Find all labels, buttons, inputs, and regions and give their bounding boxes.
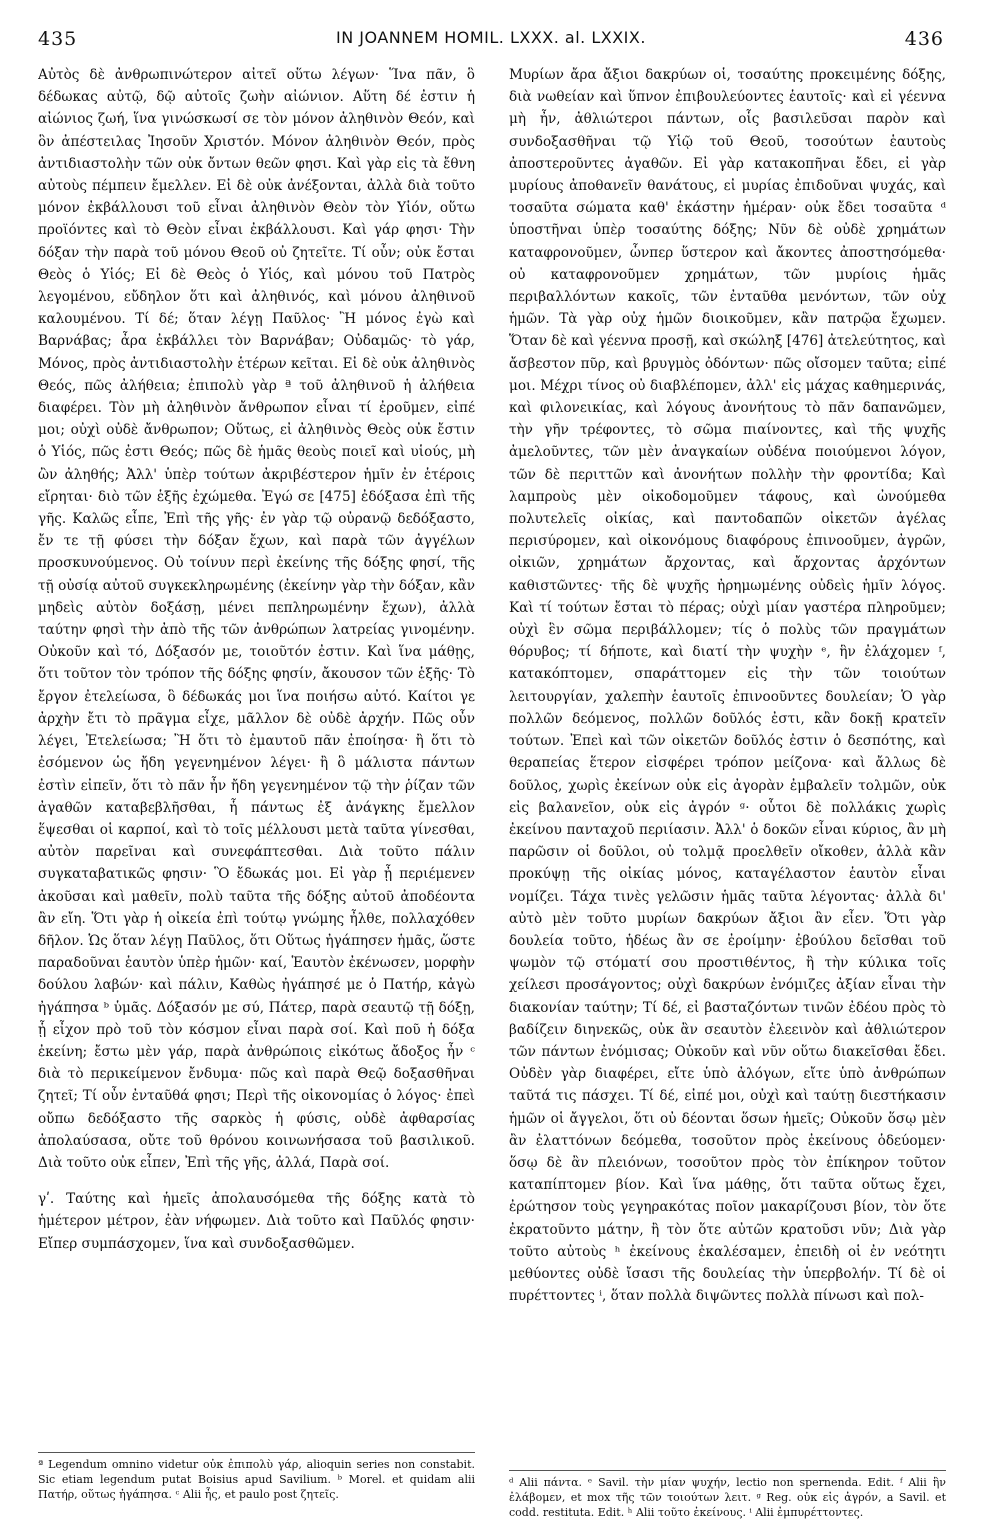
page-number-left: 435 — [38, 28, 78, 50]
right-footnotes — [509, 1470, 946, 1520]
right-column-text — [509, 64, 946, 1459]
running-title: IN JOANNEM HOMIL. LXXX. al. LXXIX. — [336, 28, 646, 47]
page-header — [38, 28, 944, 58]
right-column — [509, 64, 946, 1459]
footnote-text: ᵈ Alii πάντα. ᵉ Savil. τὴν μίαν ψυχήν, lectio non spernenda. Edit. ᶠ Alii ἣν ἐλάβομεν, et mox τῆς τῶν τοιούτων λειτ. ᵍ Reg. οὐκ εἰς ἀγρόν, a Savil. et codd. restituta. Edit. ʰ Alii τοῦτο ἐκείνους. ⁱ Alii ἐμπυρέττοντες. — [509, 1476, 946, 1519]
footnote-text: ª Legendum omnino videtur οὐκ ἐπιπολὺ γάρ, alioquin series non constabit. Sic etiam legendum putat Boisius apud Savilium. ᵇ Morel. et quidam alii Πατήρ, οὕτως ἠγάπησα. ᶜ Alii ἦς, et paulo post ζητεῖς. — [38, 1458, 475, 1501]
left-column-text — [38, 64, 475, 1374]
page-number-right: 436 — [904, 28, 944, 50]
left-footnotes — [38, 1452, 475, 1502]
paragraph: Αὐτὸς δὲ ἀνθρωπινώτερον αἰτεῖ οὕτω λέγων· Ἵνα πᾶν, ὃ δέδωκας αὐτῷ, δῷ αὐτοῖς ζωὴν αἰώνιον. Αὕτη δέ ἐστιν ἡ αἰώνιος ζωή, ἵνα γινώσκωσί σε τὸν μόνον ἀληθινὸν Θεόν, καὶ ὃν ἀπέστειλας Ἰησοῦν Χριστόν. Μόνον ἀληθινὸν Θεόν, πρὸς ἀντιδιαστολὴν τῶν οὐκ ὄντων θεῶν φησι. Καὶ γὰρ εἰς τὰ ἔθνη αὐτοὺς πέμπειν ἔμελλεν. Εἰ δὲ οὐκ ἀνέξονται, ἀλλὰ διὰ τοῦτο μόνον ἐκβάλλουσι τοῦ εἶναι ἀληθινὸν Θεὸν τὸν Υἱόν, οὕτω προϊόντες καὶ τὸ Θεὸν εἶναι ἐκβάλλουσι. Καὶ γάρ φησι· Τὴν δόξαν τὴν παρὰ τοῦ μόνου Θεοῦ οὐ ζητεῖτε. Τί οὖν; οὐκ ἔσται Θεὸς ὁ Υἱός; Εἰ δὲ Θεὸς ὁ Υἱός, καὶ μόνου τοῦ Πατρὸς λεγομένου, εὔδηλον ὅτι καὶ ἀληθινός, καὶ μόνου ἀληθινοῦ καλουμένου. Τί δέ; ὅταν λέγῃ Παῦλος· Ἢ μόνος ἐγὼ καὶ Βαρνάβας; ἆρα ἐκβάλλει τὸν Βαρνάβαν; Οὐδαμῶς· τὸ γάρ, Μόνος, πρὸς ἀντιδιαστολὴν ἑτέρων κεῖται. Εἰ δὲ οὐκ ἀληθινὸς Θεός, πῶς ἀλήθεια; ἐπιπολὺ γὰρ ª τοῦ ἀληθινοῦ ἡ ἀλήθεια διαφέρει. Τὸν μὴ ἀληθινὸν ἄνθρωπον εἶναι τί ἐροῦμεν, εἰπέ μοι; οὐχὶ οὐδὲ ἄνθρωπον; Οὕτως, εἰ ἀληθινὸς Θεὸς οὐκ ἔστιν ὁ Υἱός, πῶς ἐστι Θεός; πῶς δὲ ἡμᾶς θεοὺς ποιεῖ καὶ υἱούς, μὴ ὢν ἀληθής; Ἀλλ' ὑπὲρ τούτων ἀκριβέστερον ἡμῖν ἐν ἑτέροις εἴρηται· διὸ τῶν ἑξῆς ἐχώμεθα. Ἐγώ σε [475] ἐδόξασα ἐπὶ τῆς γῆς. Καλῶς εἶπε, Ἐπὶ τῆς γῆς· ἐν γὰρ τῷ οὐρανῷ δεδόξαστο, ἔν τε τῇ φύσει τὴν δόξαν ἔχων, καὶ παρὰ τῶν ἀγγέλων προσκυνούμενος. Οὐ τοίνυν περὶ ἐκείνης τῆς δόξης φησί, τῆς τῇ οὐσίᾳ αὐτοῦ συγκεκληρωμένης (ἐκείνην γὰρ τὴν δόξαν, κἂν μηδεὶς αὐτὸν δοξάσῃ, μένει πεπληρωμένην ἔχων), ἀλλὰ ταύτην φησὶ τὴν ἀπὸ τῆς τῶν ἀνθρώπων λατρείας γινομένην. Οὐκοῦν καὶ τό, Δόξασόν με, τοιοῦτόν ἐστιν. Καὶ ἵνα μάθῃς, ὅτι τοῦτον τὸν τρόπον τῆς δόξης φησίν, ἄκουσον τῶν ἑξῆς· Τὸ ἔργον ἐτελείωσα, ὃ δέδωκάς μοι ἵνα ποιήσω αὐτό. Καίτοι γε ἀρχὴν ἔτι τὸ πρᾶγμα εἶχε, μᾶλλον δὲ οὐδὲ ἀρχήν. Πῶς οὖν λέγει, Ἐτελείωσα; Ἢ ὅτι τὸ ἐμαυτοῦ πᾶν ἐποίησα· ἢ ὅτι τὸ ἐσόμενον ὡς ἤδη γεγενημένον λέγει· ἢ ὃ μάλιστα πάντων ἐστὶν εἰπεῖν, ὅτι τὸ πᾶν ἦν ἤδη γεγενημένον τῷ τὴν ῥίζαν τῶν ἀγαθῶν καταβεβλῆσθαι, ἧ πάντως ἐξ ἀνάγκης ἔμελλον ἕψεσθαι οἱ καρποί, καὶ τὸ τοῖς μέλλουσι μετὰ ταῦτα γίνεσθαι, αὐτὸν παρεῖναι καὶ συνεφάπτεσθαι. Διὰ τοῦτο πάλιν συγκαταβατικῶς φησιν· Ὃ ἔδωκάς μοι. Εἰ γὰρ ᾖ περιέμενεν ἀκοῦσαι καὶ μαθεῖν, πολὺ ταῦτα τῆς δόξης αὐτοῦ ἀποδέοντα ἂν εἴη. Ὅτι γὰρ ἡ οἰκεία ἐπὶ τούτῳ γνώμης ἦλθε, πολλαχόθεν δῆλον. Ὡς ὅταν λέγῃ Παῦλος, ὅτι Οὕτως ἠγάπησεν ἡμᾶς, ὥστε παραδοῦναι ἑαυτὸν ὑπὲρ ἡμῶν· καί, Ἑαυτὸν ἐκένωσεν, μορφὴν δούλου λαβών· καὶ πάλιν, Καθὼς ἠγάπησέ με ὁ Πατήρ, κἀγὼ ἠγάπησα ᵇ ὑμᾶς. Δόξασόν με σύ, Πάτερ, παρὰ σεαυτῷ τῇ δόξῃ, ᾗ εἶχον πρὸ τοῦ τὸν κόσμον εἶναι παρὰ σοί. Καὶ ποῦ ἡ δόξα ἐκείνη; ἔστω μὲν γάρ, παρὰ ἀνθρώποις εἰκότως ἄδοξος ἦν ᶜ διὰ τὸ περικείμενον ἔνδυμα· πῶς καὶ παρὰ Θεῷ δοξασθῆναι ζητεῖ; Τί οὖν ἐνταῦθά φησι; Περὶ τῆς οἰκονομίας ὁ λόγος· ἐπεὶ οὔπω δεδόξαστο τῆς σαρκὸς ἡ φύσις, οὐδὲ ἀφθαρσίας ἀπολαύσασα, οὔτε τοῦ θρόνου κοινωνήσασα τοῦ βασιλικοῦ. Διὰ τοῦτο οὐκ εἶπεν, Ἐπὶ τῆς γῆς, ἀλλά, Παρὰ σοί. — [38, 67, 475, 1171]
paragraph: γʹ. Ταύτης καὶ ἡμεῖς ἀπολαυσόμεθα τῆς δόξης κατὰ τὸ ἡμέτερον μέτρον, ἐὰν νήφωμεν. Διὰ τοῦτο καὶ Παῦλός φησιν· Εἴπερ συμπάσχομεν, ἵνα καὶ συνδοξασθῶμεν. — [38, 1191, 475, 1252]
paragraph: Μυρίων ἄρα ἄξιοι δακρύων οἱ, τοσαύτης προκειμένης δόξης, διὰ νωθείαν καὶ ὕπνον ἐπιβουλεύοντες ἑαυτοῖς· καὶ εἰ γέεννα μὴ ἦν, ἀθλιώτεροι πάντων, οἷς βασιλεῦσαι παρὸν καὶ συνδοξασθῆναι τῷ Υἱῷ τοῦ Θεοῦ, τοσούτων ἑαυτοὺς ἀποστεροῦντες ἀγαθῶν. Εἰ γὰρ κατακοπῆναι ἔδει, εἰ γὰρ μυρίους ἀποθανεῖν θανάτους, εἰ μυρίας ἐπιδοῦναι ψυχάς, καὶ τοσαῦτα σώματα καθ' ἑκάστην ἡμέραν· οὐκ ἔδει τοσαῦτα ᵈ ὑποστῆναι ὑπὲρ τοσαύτης δόξης; Νῦν δὲ οὐδὲ χρημάτων καταφρονοῦμεν, ὧνπερ ὕστερον καὶ ἄκοντες ἀποστησόμεθα· οὐ καταφρονοῦμεν χρημάτων, τῶν μυρίοις ἡμᾶς περιβαλλόντων κακοῖς, τῶν ἐνταῦθα μενόντων, τῶν οὐχ ἡμῶν. Τὰ γὰρ οὐχ ἡμῶν διοικοῦμεν, κἂν πατρῷα ἔχωμεν. Ὅταν δὲ καὶ γέεννα προσῇ, καὶ σκώληξ [476] ἀτελεύτητος, καὶ ἄσβεστον πῦρ, καὶ βρυγμὸς ὀδόντων· πῶς οἴσομεν ταῦτα; εἰπέ μοι. Μέχρι τίνος οὐ διαβλέπομεν, ἀλλ' εἰς μάχας καθημερινάς, καὶ φιλονεικίας, καὶ λόγους ἀνονήτους τὸ πᾶν δαπανῶμεν, τὴν γῆν τρέφοντες, τὸ σῶμα πιαίνοντες, καὶ τῆς ψυχῆς ἀμελοῦντες, τῶν μὲν ἀναγκαίων οὐδένα ποιούμενοι λόγον, τῶν δὲ περιττῶν καὶ ἀνονήτων πολλὴν τὴν φροντίδα; Καὶ λαμπροὺς μὲν οἰκοδομοῦμεν τάφους, καὶ ὠνούμεθα πολυτελεῖς οἰκίας, καὶ παντοδαπῶν οἰκετῶν ἀγέλας περισύρομεν, καὶ οἰκονόμους διαφόρους ἐπινοοῦμεν, ἀγρῶν, οἰκιῶν, χρημάτων ἄρχοντας, καὶ ἄρχοντας ἀρχόντων καθιστῶντες· τῆς δὲ ψυχῆς ἠρημωμένης οὐδεὶς ἡμῖν λόγος. Καὶ τί τούτων ἔσται τὸ πέρας; οὐχὶ μίαν γαστέρα πληροῦμεν; οὐχὶ ἓν σῶμα περιβάλλομεν; τίς ὁ πολὺς τῶν πραγμάτων θόρυβος; τί δήποτε, καὶ διατί τὴν ψυχὴν ᵉ, ἣν ἐλάχομεν ᶠ, κατακόπτομεν, σπαράττομεν εἰς τὴν τῶν τοιούτων λειτουργίαν, χαλεπὴν ἑαυτοῖς ἐπινοοῦντες δουλείαν; Ὁ γὰρ πολλῶν δεόμενος, πολλῶν δοῦλός ἐστι, κἂν δοκῇ κρατεῖν τούτων. Ἐπεὶ καὶ τῶν οἰκετῶν δοῦλός ἐστιν ὁ δεσπότης, καὶ θεραπείας ἕτερον εἰσφέρει τρόπον μείζονα· καὶ ἄλλως δὲ δοῦλος, χωρὶς ἐκείνων οὐκ εἰς ἀγορὰν ἐμβαλεῖν τολμῶν, οὐκ εἰς βαλανεῖον, οὐκ εἰς ἀγρόν ᵍ· οὗτοι δὲ πολλάκις χωρὶς ἐκείνου πανταχοῦ περιίασιν. Ἀλλ' ὁ δοκῶν εἶναι κύριος, ἂν μὴ παρῶσιν οἱ δοῦλοι, οὐ τολμᾷ προελθεῖν οἴκοθεν, ἀλλὰ κἂν προκύψῃ τῆς οἰκίας μόνος, καταγέλαστον ἑαυτὸν εἶναι νομίζει. Τάχα τινὲς γελῶσιν ἡμᾶς ταῦτα λέγοντας· ἀλλὰ δι' αὐτὸ μὲν τοῦτο μυρίων δακρύων ἄξιοι ἂν εἶεν. Ὅτι γὰρ δουλεία τοῦτο, ἡδέως ἂν σε ἐροίμην· ἐβούλου δεῖσθαι τοῦ ψωμὸν τῷ στόματί σου προστιθέντος, ἢ τὴν κύλικα τοῖς χείλεσι προσάγοντος; οὐχὶ δακρύων ἐνόμιζες ἀξίαν εἶναι τὴν διακονίαν ταύτην; Τί δέ, εἰ βασταζόντων τινῶν ἐδέου πρὸς τὸ βαδίζειν διηνεκῶς, οὐκ ἂν σεαυτὸν ἐλεεινὸν καὶ ἀθλιώτερον τῶν πάντων ἐνόμισας; Οὐκοῦν καὶ νῦν οὕτω διακεῖσθαι ἔδει. Οὐδὲν γὰρ διαφέρει, εἴτε ὑπὸ ἀλόγων, εἴτε ὑπὸ ἀνθρώπων ταῦτά τις πάσχει. Τί δέ, εἰπέ μοι, οὐχὶ καὶ ταύτῃ διεστήκασιν ἡμῶν οἱ ἄγγελοι, ὅτι οὐ δέονται ὅσων ἡμεῖς; Οὐκοῦν ὅσῳ μὲν ἂν ἐλαττόνων δεόμεθα, τοσοῦτον πρὸς ἐκείνους ὁδεύομεν· ὅσῳ δὲ ἂν πλειόνων, τοσοῦτον πρὸς τὸν ἐπίκηρον τοῦτον καταπίπτομεν βίον. Καὶ ἵνα μάθῃς, ὅτι ταῦτα οὕτως ἔχει, ἐρώτησον τοὺς γεγηρακότας ποῖον μακαρίζουσι βίον, τὸν ὅτε ἐκρατοῦντο μάτην, ἢ τὸν ὅτε αὐτῶν κρατοῦσι νῦν; Διὰ γὰρ τοῦτο αὐτοὺς ʰ ἐκείνους ἐκαλέσαμεν, ἐπειδὴ οἱ ἐν νεότητι μεθύοντες οὐδὲ ἴσασι τῆς δουλείας τὴν ὑπερβολήν. Τί δὲ οἱ πυρέττοντες ⁱ, ὅταν πολλὰ διψῶντες πολλὰ πίνωσι καὶ πολ- — [509, 67, 946, 1305]
left-column — [38, 64, 475, 1374]
